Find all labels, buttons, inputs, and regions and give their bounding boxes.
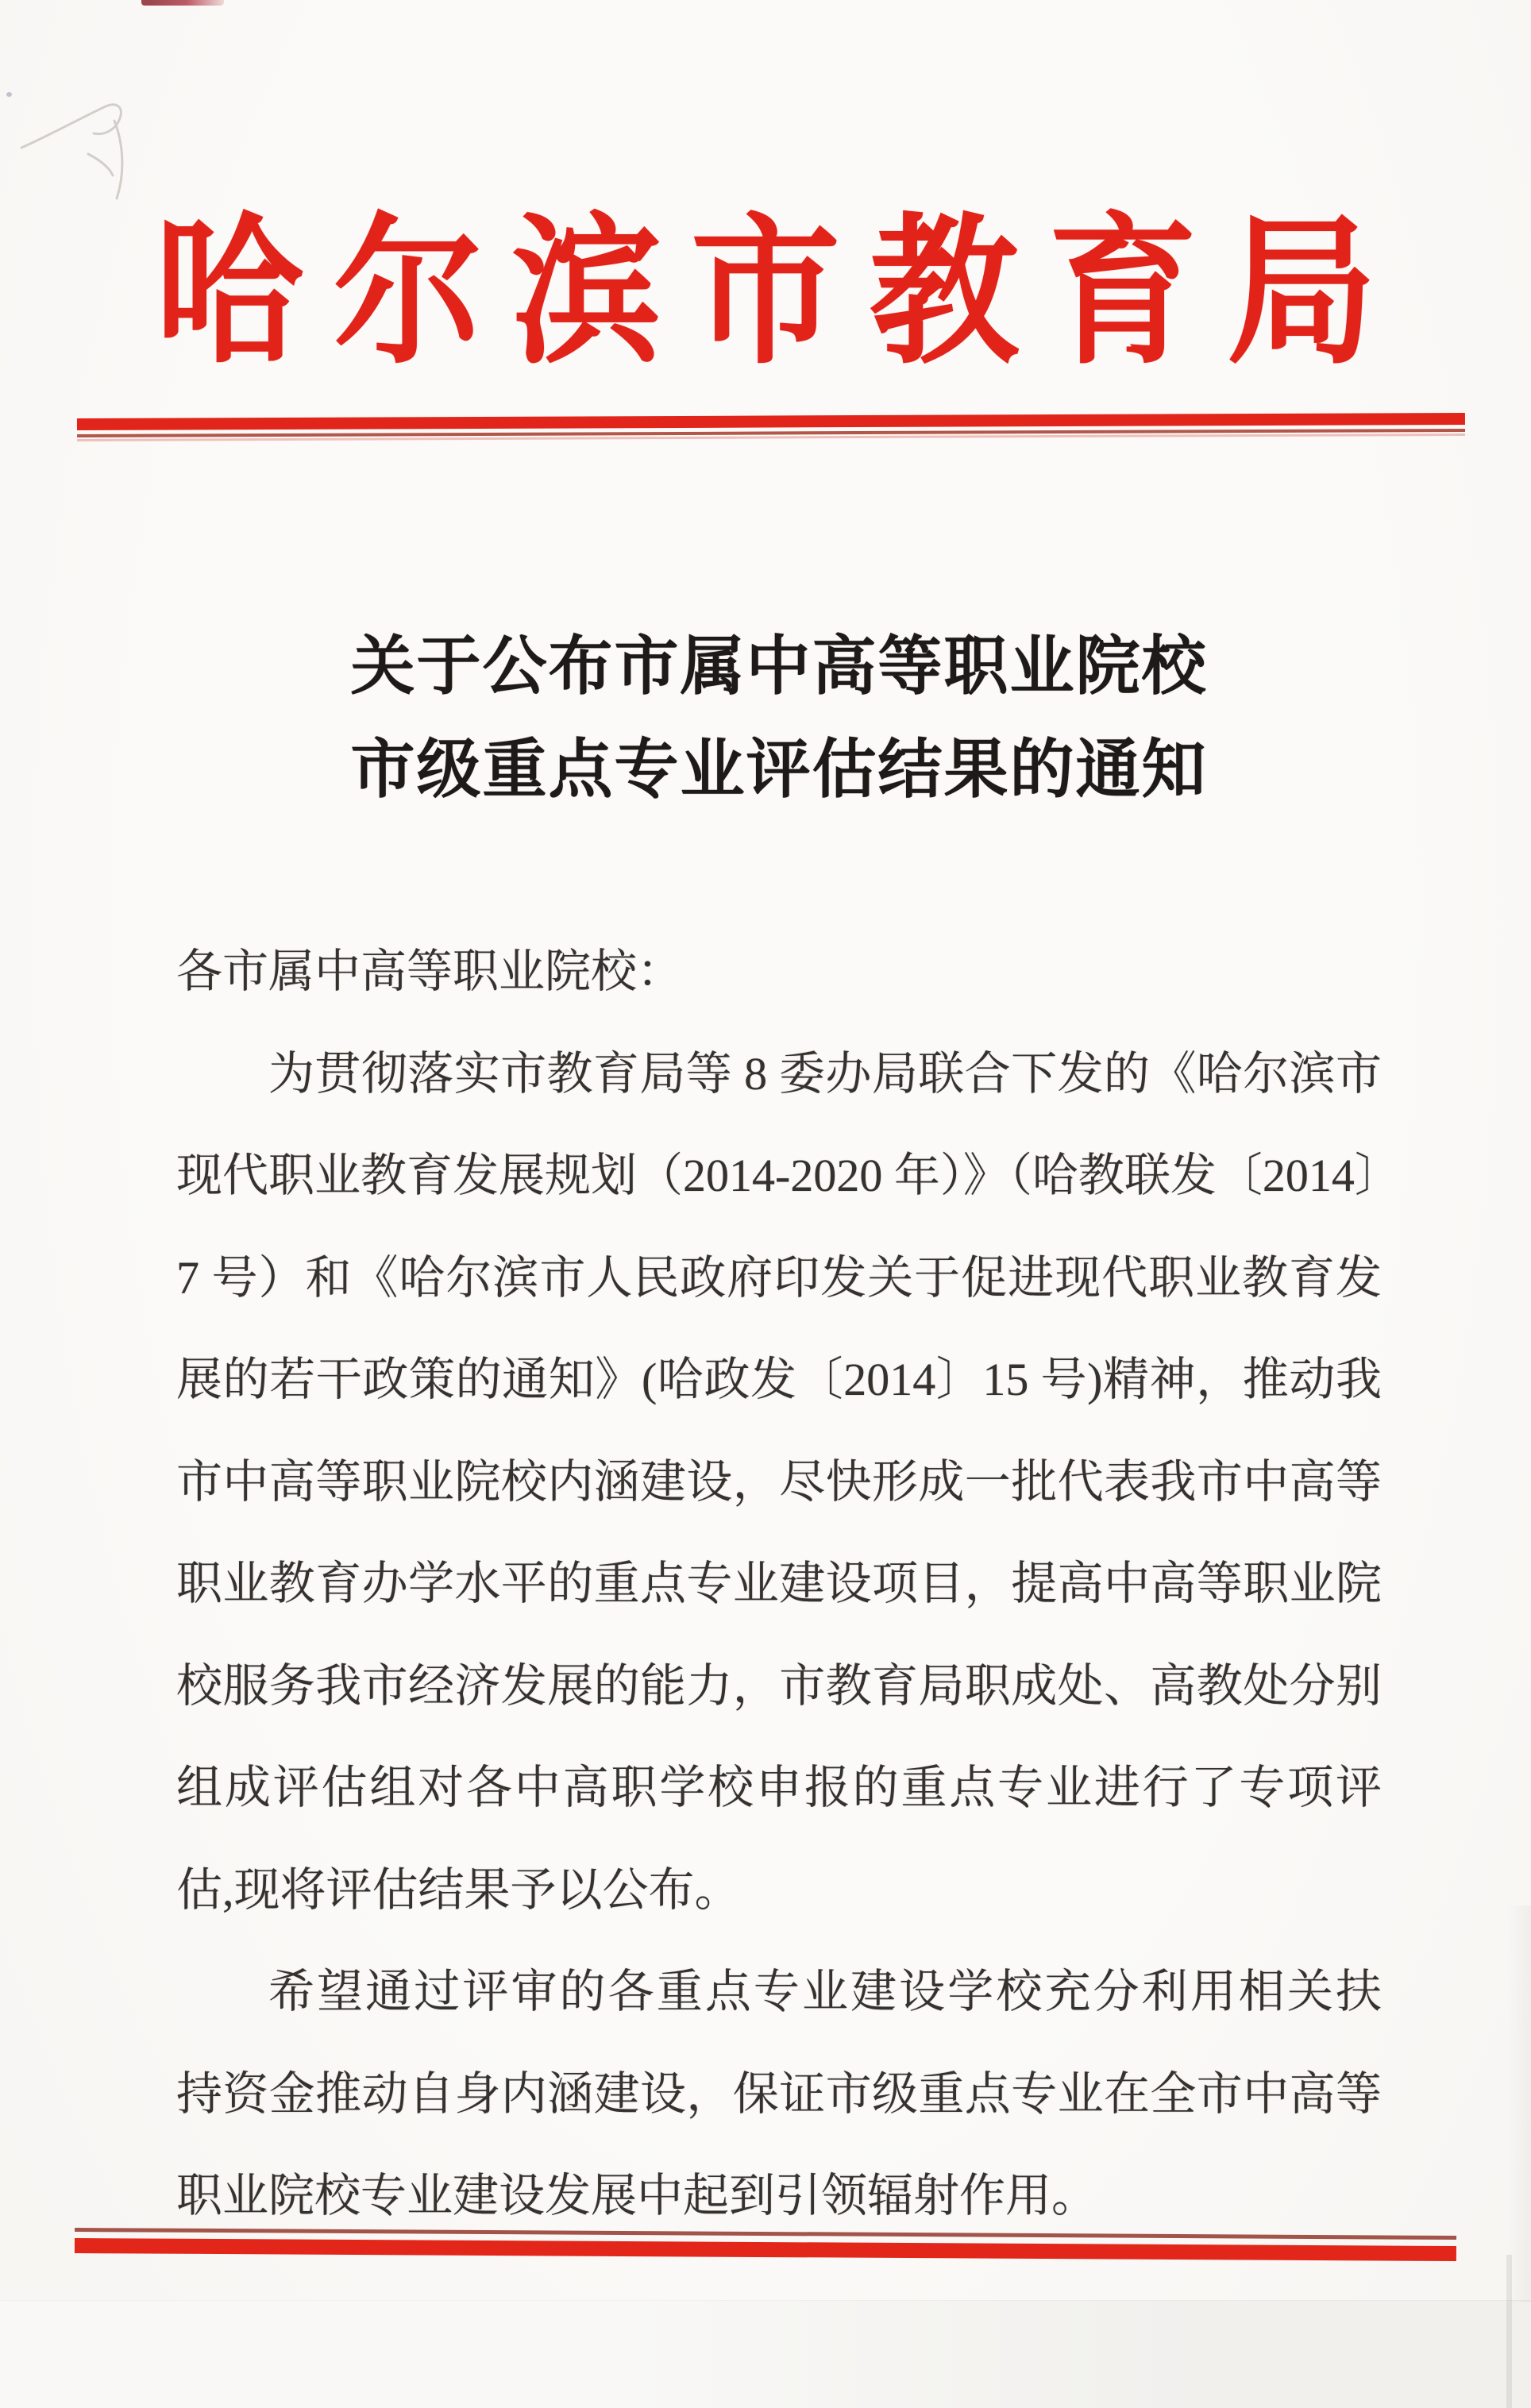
body-line: 组成评估组对各中高职学校申报的重点专业进行了专项评 <box>176 1762 1382 1813</box>
scan-speck <box>6 92 12 97</box>
body-line: 职业院校专业建设发展中起到引领辐射作用。 <box>176 2170 1098 2221</box>
body-line: 展的若干政策的通知》(哈政发〔2014〕15 号)精神，推动我 <box>176 1354 1382 1405</box>
title-line-2: 市级重点专业评估结果的通知 <box>350 734 1208 806</box>
body-line: 估,现将评估结果予以公布。 <box>176 1863 741 1916</box>
body-line: 校服务我市经济发展的能力，市教育局职成处、高教处分别 <box>176 1659 1382 1712</box>
red-separator-rule <box>77 413 1465 441</box>
title-line-1: 关于公布市属中高等职业院校 <box>350 631 1208 703</box>
salutation-line: 各市属中高等职业院校： <box>176 946 684 997</box>
body-line: 7 号）和《哈尔滨市人民政府印发关于促进现代职业教育发 <box>176 1251 1382 1304</box>
body-line: 职业教育办学水平的重点专业建设项目，提高中高等职业院 <box>176 1558 1382 1609</box>
scan-shadow-right <box>1507 1905 1531 2302</box>
body-line: 为贯彻落实市教育局等 8 委办局联合下发的《哈尔滨市 <box>268 1047 1382 1100</box>
body-line: 市中高等职业院校内涵建设，尽快形成一批代表我市中高等 <box>176 1455 1382 1508</box>
body-line: 希望通过评审的各重点专业建设学校充分利用相关扶 <box>268 1966 1382 2017</box>
document-title <box>176 615 1382 822</box>
body-line: 现代职业教育发展规划（2014-2020 年）》（哈教联发〔2014〕 <box>176 1150 1401 1201</box>
agency-name: 哈尔滨市教育局 <box>155 203 1406 383</box>
scanner-background-strip <box>0 2300 1531 2408</box>
document-body <box>176 921 1401 2248</box>
body-line: 持资金推动自身内涵建设，保证市级重点专业在全市中高等 <box>176 2067 1382 2120</box>
red-ink-smudge <box>141 0 224 6</box>
